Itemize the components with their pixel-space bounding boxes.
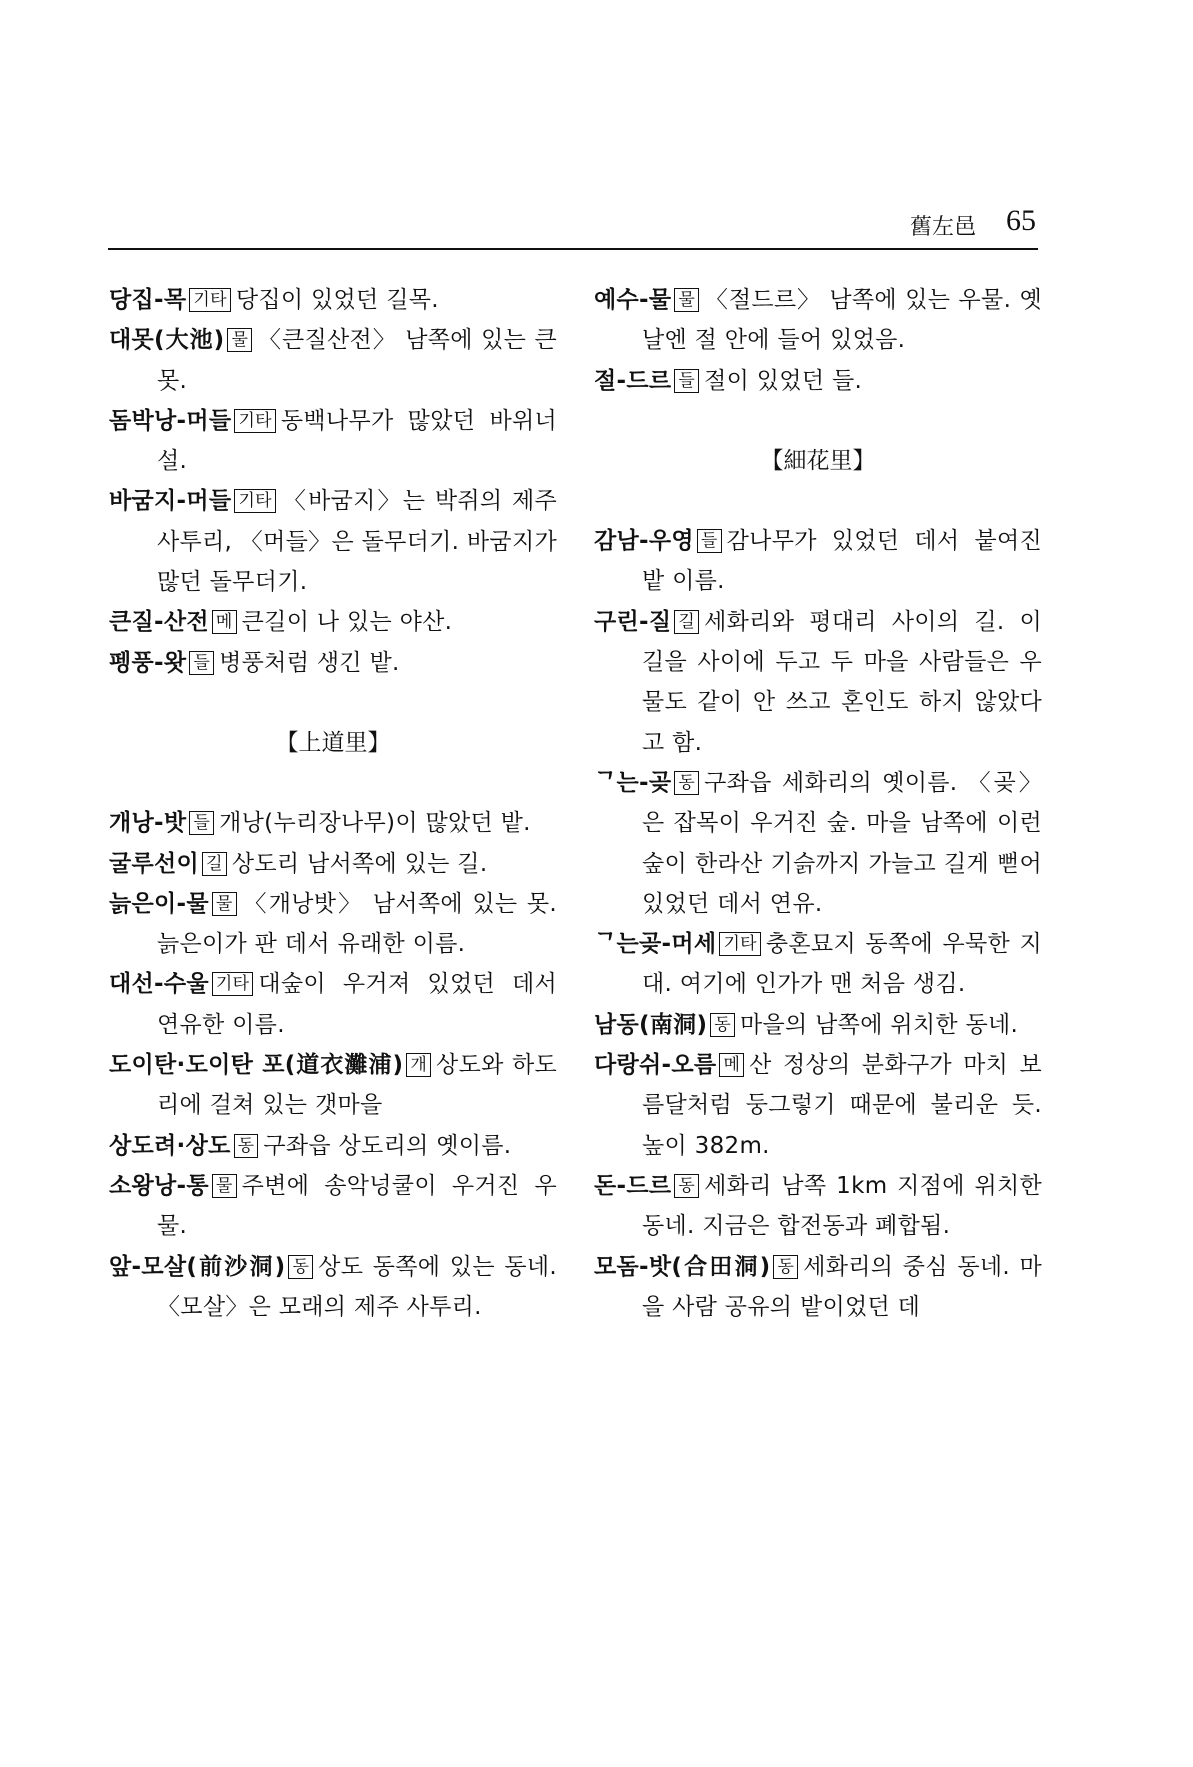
dictionary-entry: [594, 1166, 1042, 1247]
entry-definition: 병풍처럼 생긴 밭.: [219, 649, 400, 676]
page-number: 65: [1006, 204, 1036, 237]
category-tag: 길: [674, 610, 699, 634]
category-tag: 개: [406, 1053, 431, 1077]
entry-definition: 세화리의 중심 동네. 마을 사람 공유의 밭이었던 데: [642, 1253, 1042, 1320]
dictionary-entry: [594, 602, 1042, 763]
dictionary-entry: [109, 1247, 557, 1328]
dictionary-entry: [594, 924, 1042, 1005]
entry-term: 소왕낭-통: [109, 1172, 209, 1199]
dictionary-entry: [594, 521, 1042, 602]
category-tag: 물: [674, 288, 699, 312]
dictionary-entry: [594, 763, 1042, 924]
category-tag: 들: [674, 369, 699, 393]
section-heading: 【上道里】: [275, 729, 391, 756]
category-tag: 기타: [234, 409, 275, 433]
entry-definition: 〈개낭밧〉 남서쪽에 있는 못. 늙은이가 판 데서 유래한 이름.: [157, 890, 557, 958]
entry-definition: 상도 동쪽에 있는 동네. 〈모살〉은 모래의 제주 사투리.: [157, 1253, 557, 1320]
dictionary-entry: [109, 280, 557, 320]
entry-definition: 구좌읍 세화리의 옛이름. 〈곶〉은 잡목이 우거진 숲. 마을 남쪽에 이런 숲이 한라산 기슭까지 가늘고 길게 뻗어 있었던 데서 연유.: [642, 769, 1042, 917]
entry-term: 펭풍-왓: [109, 649, 187, 676]
dictionary-entry: [594, 1247, 1042, 1328]
dictionary-entry: [109, 1166, 557, 1247]
entry-term: 감남-우영: [594, 528, 694, 555]
dictionary-entry: [594, 361, 1042, 401]
category-tag: 동: [288, 1255, 313, 1279]
page-header: [108, 204, 1038, 246]
category-tag: 동: [674, 1174, 699, 1198]
entry-term: 앞-모살(前沙洞): [109, 1253, 286, 1280]
entry-definition: 주변에 송악넝쿨이 우거진 우물.: [157, 1172, 557, 1240]
entry-definition: 구좌읍 상도리의 옛이름.: [263, 1132, 512, 1159]
category-tag: 길: [202, 852, 227, 876]
running-title: 舊左邑: [909, 215, 976, 240]
section-spacer: [594, 401, 1042, 441]
entry-term: 모돔-밧(合田洞): [594, 1253, 771, 1280]
category-tag: 물: [227, 328, 252, 352]
left-column: [109, 280, 557, 1327]
category-tag: 동: [710, 1013, 735, 1037]
category-tag: 물: [212, 1174, 237, 1198]
entry-definition: 개낭(누리장나무)이 많았던 밭.: [219, 810, 531, 837]
dictionary-entry: [109, 602, 557, 642]
entry-term: 돈-드르: [594, 1172, 672, 1199]
category-tag: 동: [234, 1134, 259, 1158]
dictionary-entry: [594, 1045, 1042, 1166]
entry-term: 상도려·상도: [109, 1132, 231, 1159]
dictionary-entry: [109, 884, 557, 965]
dictionary-entry: [594, 280, 1042, 361]
category-tag: 들: [189, 811, 214, 835]
entry-term: ᄀ는-곶: [594, 769, 672, 796]
section-spacer: [594, 481, 1042, 521]
category-tag: 동: [773, 1255, 798, 1279]
entry-definition: 상도리 남서쪽에 있는 길.: [231, 850, 488, 877]
entry-definition: 상도와 하도리에 걸쳐 있는 갯마을: [157, 1052, 558, 1119]
entry-definition: 산 정상의 분화구가 마치 보름달처럼 둥그렇기 때문에 불리운 듯. 높이 382m.: [642, 1052, 1042, 1159]
entry-definition: 충혼묘지 동쪽에 우묵한 지대. 여기에 인가가 맨 처음 생김.: [642, 931, 1042, 998]
entry-definition: 마을의 남쪽에 위치한 동네.: [740, 1011, 1019, 1038]
dictionary-entry: [109, 1045, 557, 1126]
category-tag: 메: [212, 610, 237, 634]
entry-definition: 대숲이 우거져 있었던 데서 연유한 이름.: [157, 971, 557, 1038]
entry-term: 바굼지-머들: [109, 488, 232, 515]
category-tag: 동: [674, 771, 699, 795]
category-tag: 물: [212, 892, 237, 916]
dictionary-entry: [594, 1005, 1042, 1045]
section-spacer: [109, 763, 557, 803]
dictionary-entry: [109, 803, 557, 843]
entry-definition: 동백나무가 많았던 바위너설.: [157, 407, 557, 475]
category-tag: 기타: [212, 972, 253, 996]
category-tag: 메: [719, 1053, 744, 1077]
dictionary-entry: [109, 401, 557, 482]
entry-term: 다랑쉬-오름: [594, 1052, 717, 1079]
entry-definition: 〈큰질산전〉 남쪽에 있는 큰 못.: [157, 327, 557, 394]
dictionary-entry: [109, 1126, 557, 1166]
dictionary-entry: [109, 643, 557, 683]
category-tag: 기타: [189, 288, 230, 312]
category-tag: 들: [189, 651, 214, 675]
entry-definition: 감나무가 있었던 데서 붙여진 밭 이름.: [642, 528, 1042, 595]
entry-term: 구린-질: [594, 608, 672, 635]
entry-term: 큰질-산전: [109, 609, 209, 636]
entry-definition: 〈절드르〉 남쪽에 있는 우물. 옛날엔 절 안에 들어 있었음.: [642, 287, 1042, 354]
entry-definition: 큰길이 나 있는 야산.: [241, 609, 453, 636]
category-tag: 들: [697, 529, 722, 553]
entry-term: 예수-물: [594, 287, 672, 313]
dictionary-entry: [109, 481, 557, 602]
section-heading: 【細花里】: [760, 447, 876, 474]
entry-term: 도이탄·도이탄 포(道衣灘浦): [109, 1052, 404, 1079]
entry-term: 당집-목: [109, 287, 187, 313]
entry-term: 대못(大池): [109, 327, 225, 354]
entry-term: 남동(南洞): [594, 1011, 708, 1038]
right-column: [594, 280, 1042, 1327]
entry-definition: 세화리와 평대리 사이의 길. 이 길을 사이에 두고 두 마을 사람들은 우물도 같이 안 쓰고 혼인도 하지 않았다고 함.: [642, 608, 1042, 756]
dictionary-entry: [109, 844, 557, 884]
entry-term: 굴루선이: [109, 850, 200, 877]
entry-definition: 세화리 남쪽 1km 지점에 위치한 동네. 지금은 합전동과 폐합됨.: [642, 1172, 1042, 1240]
entry-definition: 당집이 있었던 길목.: [235, 287, 439, 313]
entry-definition: 절이 있었던 들.: [704, 367, 863, 394]
header-rule: [108, 248, 1038, 250]
entry-definition: 〈바굼지〉는 박쥐의 제주 사투리, 〈머들〉은 돌무더기. 바굼지가 많던 돌무더기.: [157, 488, 557, 596]
dictionary-entry: [109, 320, 557, 401]
entry-term: 절-드르: [594, 367, 672, 394]
entry-term: 돔박낭-머들: [109, 407, 232, 434]
entry-term: 개낭-밧: [109, 810, 187, 837]
entry-term: 늙은이-물: [109, 890, 209, 917]
dictionary-entry: [109, 964, 557, 1045]
category-tag: 기타: [234, 489, 275, 513]
section-spacer: [109, 683, 557, 723]
category-tag: 기타: [719, 932, 760, 956]
entry-term: ᄀ는곶-머세: [594, 931, 717, 958]
entry-term: 대선-수울: [109, 971, 209, 998]
